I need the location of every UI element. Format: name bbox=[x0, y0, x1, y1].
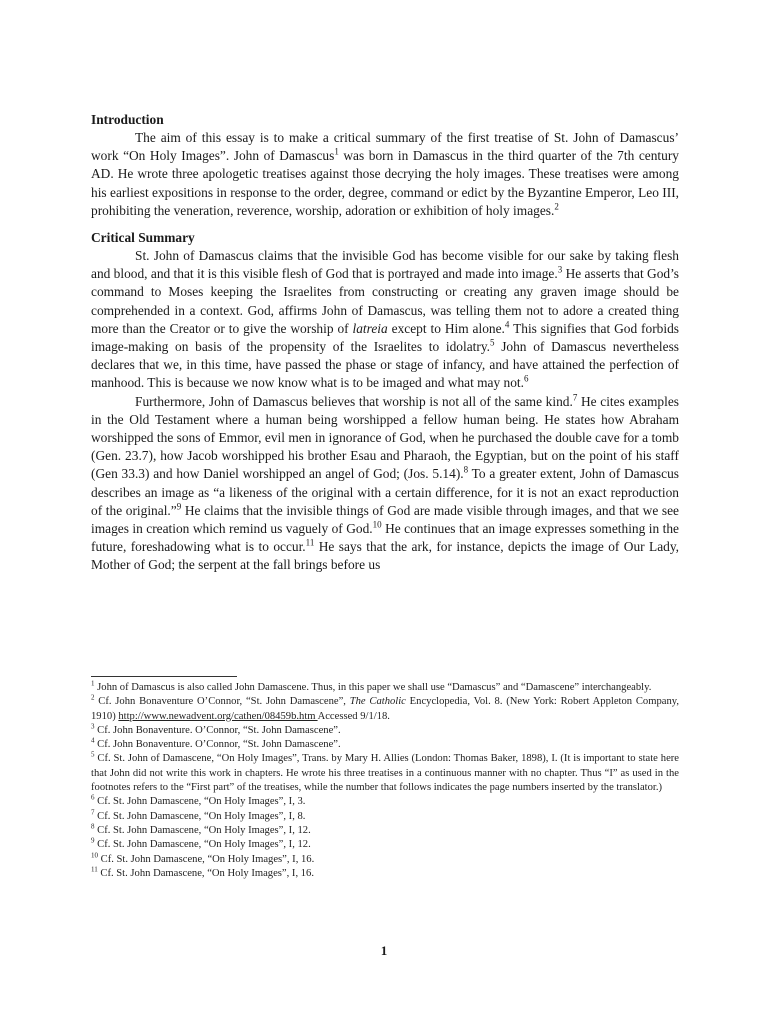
footnote-ref-6[interactable]: 6 bbox=[524, 373, 529, 384]
footnote-2: $^2$ Cf. John Bonaventure O’Connor, “St. John Damascene”, The Catholic Encyclopedia, Vol. 8. (New York: Robert Appleton Company, 1910) http://www.newadvent.org/cathen/08459b.htm Accessed 9/1/18. bbox=[91, 693, 680, 722]
footnote-7: $^7$ Cf. St. John Damascene, “On Holy Images”, I, 8. bbox=[91, 808, 306, 822]
footnote-4: $^4$ Cf. John Bonaventure. O’Connor, “St. John Damascene”. bbox=[91, 736, 341, 751]
body-text bbox=[91, 111, 679, 575]
footnote-divider bbox=[91, 676, 237, 677]
footnote-ref-3[interactable]: 3 bbox=[557, 264, 563, 275]
section-heading-introduction: Introduction bbox=[91, 112, 164, 127]
footnote-ref-8[interactable]: 8 bbox=[463, 464, 469, 475]
footnote-8: $^8$ Cf. St. John Damascene, “On Holy Images”, I, 12. bbox=[91, 822, 311, 836]
latreia-term: latreia bbox=[352, 320, 388, 336]
footnote-ref-2[interactable]: 2 bbox=[554, 201, 559, 212]
page-number: 1 bbox=[380, 943, 388, 958]
footnote-1: $^1$ John of Damascus is also called John Damascene. Thus, in this paper we shall use “Damascus” and “Damascene” interchangeably. bbox=[91, 679, 652, 693]
footnote-ref-5[interactable]: 5 bbox=[490, 337, 495, 348]
footnote-ref-9[interactable]: 9 bbox=[176, 501, 182, 512]
footnote-11: $^{11}$ Cf. St. John Damascene, “On Holy Images”, I, 16. bbox=[91, 865, 314, 879]
footnote-5: $^5$ Cf. St. John of Damascene, “On Holy Images”, Trans. by Mary H. Allies (London: Thomas Baker, 1898), I. (It is important to state here that John did not write this work in chapters. He wrote his three treatises in a continuous manner with no chapter. Thus “I” as used in the footnotes refers to the “First part” of the treatises, while the number that follows indicates the page numbers inserted by the translator.) bbox=[91, 750, 679, 794]
footnote-6: $^6$ Cf. St. John Damascene, “On Holy Images”, I, 3. bbox=[91, 793, 306, 808]
footnote-3: $^3$ Cf. John Bonaventure. O’Connor, “St. John Damascene”. bbox=[91, 722, 341, 736]
footnotes-section bbox=[91, 676, 679, 881]
citation-link[interactable]: http://www.newadvent.org/cathen/08459b.htm bbox=[118, 710, 318, 722]
footnote-9: $^9$ Cf. St. John Damascene, “On Holy Images”, I, 12. bbox=[91, 836, 311, 851]
paragraph-introduction: The aim of this essay is to make a critical summary of the first treatise of St. John of Damascus’ work “On Holy Images”. John of Damascus$^1$ was born in Damascus in the third quarter of the 7th century AD. He wrote three apologetic treatises against those decrying the holy images. These treatises were among his earliest expositions in response to the order, degree, command or edict by the Byzantine Emperor, Leo III, prohibiting the veneration, reverence, worship, adoration or exhibition of holy images.$^2$ bbox=[91, 130, 679, 218]
footnote-10: $^{10}$ Cf. St. John Damascene, “On Holy Images”, I, 16. bbox=[91, 851, 315, 865]
footnote-ref-11[interactable]: 11 bbox=[305, 537, 315, 548]
footnote-ref-7[interactable]: 7 bbox=[572, 392, 578, 403]
paragraph-summary-1: St. John of Damascus claims that the invisible God has become visible for our sake by taking flesh and blood, and that it is this visible flesh of God that is portrayed and made into image.$^3$ He asserts that God’s command to Moses keeping the Israelites from constructing or creating any graven image should be comprehended in a context. God, affirms John of Damascus, was telling them not to adore a created thing more than the Creator or to give the worship of latreia except to Him alone.$^4$ This signifies that God forbids image-making on basis of the propensity of the Israelites to idolatry.$^5$ John of Damascus nevertheless declares that we, in this time, have passed the phase or stage of infancy, and have attained the perfection of manhood. This is because we now know what is to be imaged and what may not.$^6$ bbox=[91, 248, 680, 391]
footnote-ref-1[interactable]: 1 bbox=[334, 146, 339, 157]
footnote-ref-4[interactable]: 4 bbox=[504, 319, 510, 330]
footnote-ref-10[interactable]: 10 bbox=[372, 519, 382, 530]
section-heading-critical-summary: Critical Summary bbox=[91, 230, 195, 246]
paragraph-summary-2: Furthermore, John of Damascus believes that worship is not all of the same kind.$^7$ He cites examples in the Old Testament where a human being worshipped a fellow human being. He states how Abraham worshipped the sons of Emmor, evil men in ignorance of God, when he purchased the double cave for a tomb (Gen. 23.7), how Jacob worshipped his brother Esau and Pharaoh, the Egyptian, but on the point of his staff (Gen 33.3) and how Daniel worshipped an angel of God; (Jos. 5.14).$^8$ To a greater extent, John of Damascus describes an image as “a likeness of the original with a certain difference, for it is not an exact reproduction of the original.”$^9$ He claims that the invisible things of God are made visible through images, and that we see images in creation which remind us vaguely of God.$^{10}$ He continues that an image expresses something in the future, foreshadowing what is to occur.$^{11}$ He says that the ark, for instance, depicts the image of Our Lady, Mother of God; the serpent at the fall brings before us bbox=[91, 392, 680, 573]
